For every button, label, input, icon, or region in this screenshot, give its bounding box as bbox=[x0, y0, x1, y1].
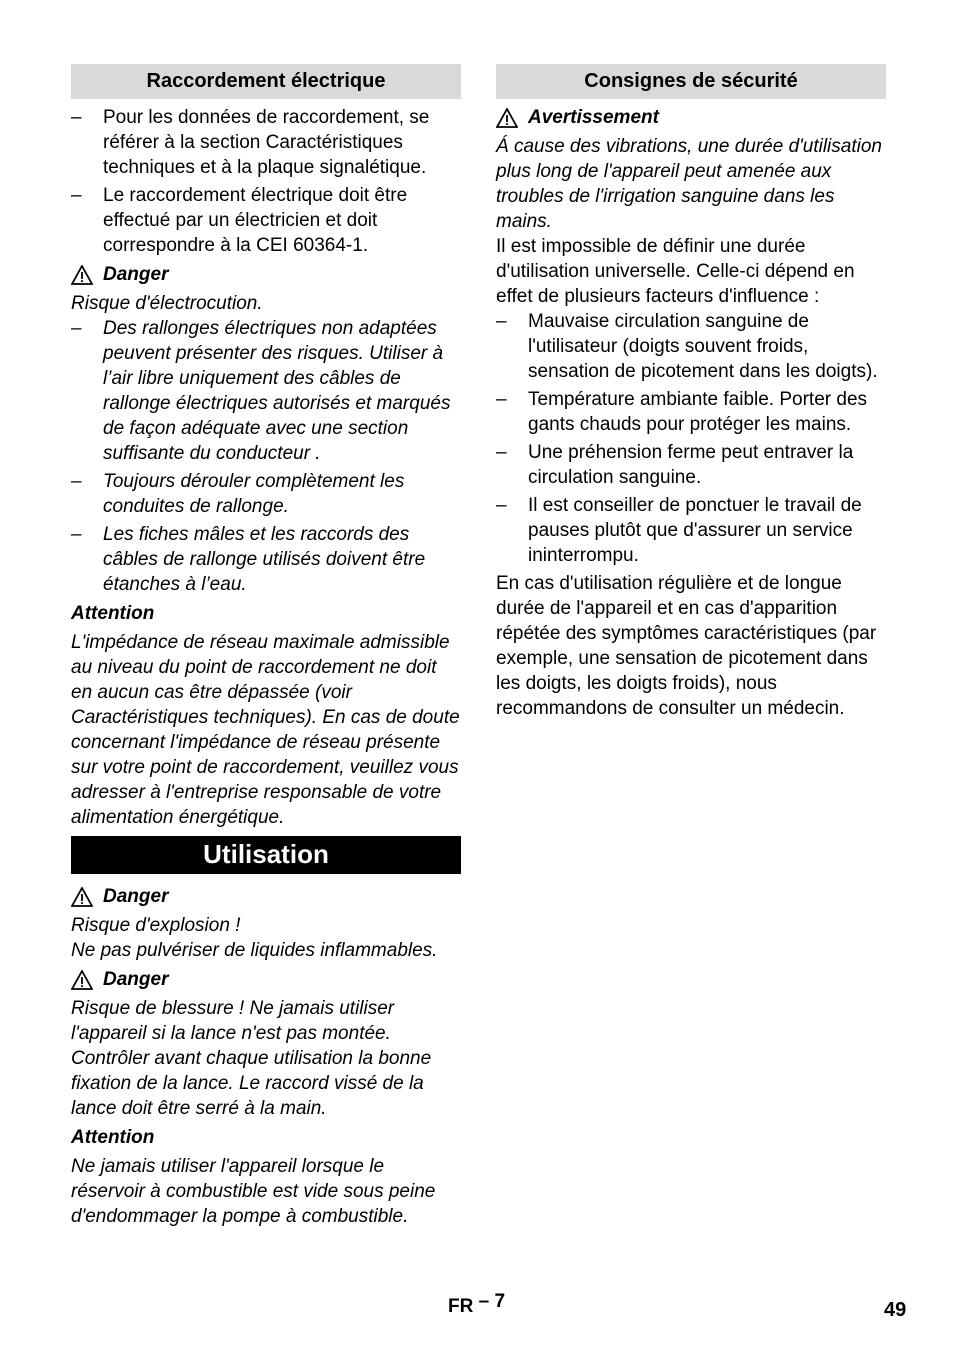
warning-label: Avertissement bbox=[528, 107, 659, 128]
footer-language bbox=[448, 1291, 506, 1318]
danger-text: Risque de blessure ! Ne jamais utiliser l'appareil si la lance n'est pas montée. Contrôler avant chaque utilisation la bonne fixation de la lance. Le raccord vissé de la lance doit être serré à la main. bbox=[71, 998, 432, 1119]
attention-text: L'impédance de réseau maximale admissible au niveau du point de raccordement ne doit en aucun cas être dépassée (voir Caractéristiques techniques). En cas de doute concernant l'impédance de réseau présente sur votre point de raccordement, veuillez vous adresser à l'entreprise responsable de votre alimentation énergétique. bbox=[71, 632, 460, 828]
danger-text: Ne pas pulvériser de liquides inflammables. bbox=[71, 940, 438, 961]
list-item: – Température ambiante faible. Porter des gants chauds pour protéger les mains. bbox=[496, 389, 868, 435]
intro-text: Il est impossible de définir une durée d'utilisation universelle. Celle-ci dépend en effet de plusieurs facteurs d'influence : bbox=[496, 236, 855, 307]
danger-label: Danger bbox=[103, 264, 169, 285]
danger-list bbox=[71, 316, 461, 597]
list-item: – Des rallonges électriques non adaptées peuvent présenter des risques. Utiliser à l’air libre uniquement des câbles de rallonge électriques autorisés et marqués de façon adéquate avec une section suffisante du conducteur . bbox=[71, 318, 451, 464]
list-item: – Mauvaise circulation sanguine de l'utilisateur (doigts souvent froids, sensation de picotement dans les doigts). bbox=[496, 311, 878, 382]
danger-text: Risque d'explosion ! bbox=[71, 915, 241, 936]
left-column bbox=[71, 64, 461, 1229]
page-number: 49 bbox=[884, 1299, 907, 1321]
list-item: – Toujours dérouler complètement les conduites de rallonge. bbox=[71, 471, 405, 517]
warning-triangle-icon bbox=[71, 887, 93, 907]
section-title-consignes: Consignes de sécurité bbox=[496, 64, 886, 99]
warning-triangle-icon bbox=[71, 970, 93, 990]
warning-heading bbox=[496, 105, 886, 130]
language-code: FR bbox=[448, 1296, 474, 1317]
danger-label: Danger bbox=[103, 969, 169, 990]
raccordement-list bbox=[71, 105, 461, 258]
section-title-raccordement: Raccordement électrique bbox=[71, 64, 461, 99]
closing-text: En cas d'utilisation régulière et de longue durée de l'appareil et en cas d'apparition répétée des symptômes caractéristiques (par exemple, une sensation de picotement dans les doigts, les doigts froids), nous recommandons de consulter un médecin. bbox=[496, 573, 877, 719]
danger-heading bbox=[71, 262, 461, 287]
warning-text: Á cause des vibrations, une durée d'utilisation plus long de l'appareil peut amenée aux troubles de l'irrigation sanguine dans les mains. bbox=[496, 136, 882, 232]
section-title-utilisation: Utilisation bbox=[71, 836, 461, 874]
right-column bbox=[496, 64, 886, 721]
warning-triangle-icon bbox=[71, 265, 93, 285]
attention-label: Attention bbox=[71, 1127, 155, 1148]
danger-heading bbox=[71, 884, 461, 909]
warning-triangle-icon bbox=[496, 108, 518, 128]
factors-list bbox=[496, 309, 886, 568]
attention-text: Ne jamais utiliser l'appareil lorsque le réservoir à combustible est vide sous peine d'endommager la pompe à combustible. bbox=[71, 1156, 436, 1227]
list-item: – Pour les données de raccordement, se référer à la section Caractéristiques techniques et à la plaque signalétique. bbox=[71, 107, 430, 178]
danger-label: Danger bbox=[103, 886, 169, 907]
list-item: – Il est conseiller de ponctuer le travail de pauses plutôt que d'assurer un service ininterrompu. bbox=[496, 495, 862, 566]
attention-label: Attention bbox=[71, 603, 155, 624]
danger-heading bbox=[71, 967, 461, 992]
list-item: – Une préhension ferme peut entraver la circulation sanguine. bbox=[496, 442, 854, 488]
danger-text: Risque d'électrocution. bbox=[71, 293, 263, 314]
sub-page-number: – 7 bbox=[478, 1291, 506, 1312]
list-item: – Les fiches mâles et les raccords des câbles de rallonge utilisés doivent être étanches à l’eau. bbox=[71, 524, 426, 595]
list-item: – Le raccordement électrique doit être effectué par un électricien et doit correspondre à la CEI 60364-1. bbox=[71, 185, 408, 256]
